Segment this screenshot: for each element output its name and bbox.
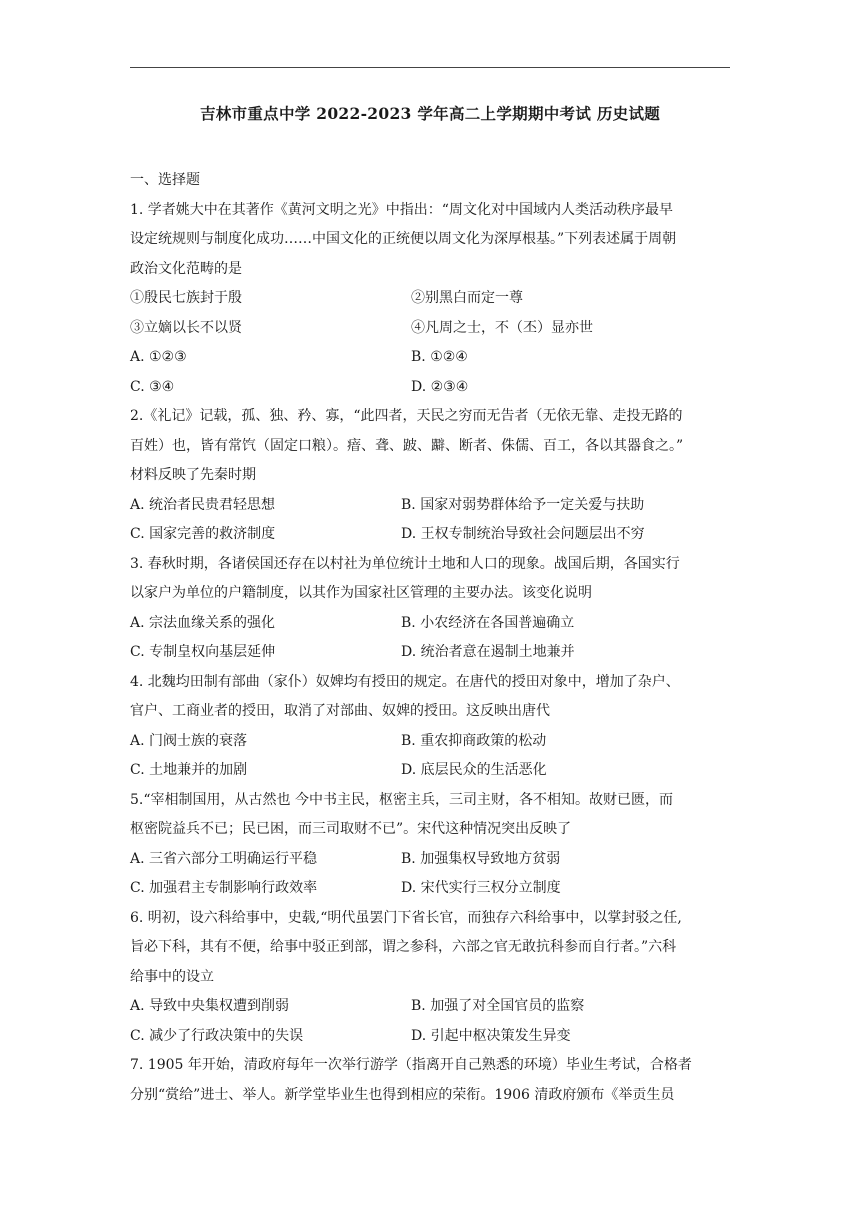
option-row [130, 373, 732, 403]
question-text-line: 百姓）也，皆有常饩（固定口粮）。瘖、聋、跛、躃、断者、侏儒、百工，各以其器食之。” [130, 437, 684, 454]
option-row [130, 874, 732, 904]
option-row [130, 638, 732, 668]
option-a[interactable]: A. 宗法血缘关系的强化 [130, 614, 276, 631]
option-c[interactable]: C. 土地兼并的加剧 [130, 762, 248, 778]
statement-item: ①殷民七族封于殷 [130, 290, 242, 306]
question-6 [130, 904, 732, 1052]
option-d[interactable]: D. 引起中枢决策发生异变 [411, 1027, 571, 1044]
option-a[interactable]: A. 三省六部分工明确运行平稳 [130, 850, 318, 867]
question-7 [130, 1051, 732, 1110]
option-d[interactable]: D. 统治者意在遏制土地兼并 [401, 644, 575, 660]
question-2 [130, 402, 732, 550]
option-c[interactable]: C. 专制皇权向基层延伸 [130, 644, 276, 660]
option-d[interactable]: D. ②③④ [411, 378, 469, 395]
option-row [130, 1022, 732, 1052]
option-c[interactable]: C. 国家完善的救济制度 [130, 526, 276, 542]
option-row [130, 491, 732, 521]
question-4 [130, 668, 732, 786]
question-list [130, 166, 732, 1110]
option-row [130, 343, 732, 373]
question-text-line: 材料反映了先秦时期 [130, 467, 256, 483]
question-text-line: 1. 学者姚大中在其著作《黄河文明之光》中指出：“周文化对中国域内人类活动秩序最早 [130, 201, 673, 218]
question-text-line: 给事中的设立 [130, 968, 214, 985]
page-title: 吉林市重点中学 2022-2023 学年高二上学期期中考试 历史试题 [199, 104, 661, 123]
option-c[interactable]: C. 加强君主专制影响行政效率 [130, 880, 318, 896]
question-text-line: 政治文化范畴的是 [130, 260, 242, 277]
option-row [130, 845, 732, 875]
option-a[interactable]: A. ①②③ [130, 349, 187, 365]
question-5 [130, 786, 732, 904]
option-row [130, 756, 732, 786]
option-b[interactable]: B. 加强集权导致地方贫弱 [401, 850, 561, 867]
option-b[interactable]: B. 加强了对全国官员的监察 [411, 998, 585, 1014]
option-row [130, 727, 732, 757]
question-text-line: 枢密院益兵不已；民已困，而三司取财不已”。宋代这种情况突出反映了 [130, 821, 572, 837]
question-text-line: 3. 春秋时期，各诸侯国还存在以村社为单位统计土地和人口的现象。战国后期，各国实行 [130, 555, 680, 572]
statement-row [130, 314, 732, 344]
question-text-line: 旨必下科，其有不便，给事中驳正到部，谓之参科，六部之官无敢抗科参而自行者。”六科 [130, 939, 677, 955]
option-b[interactable]: B. ①②④ [411, 349, 468, 365]
question-text-line: 4. 北魏均田制有部曲（家仆）奴婢均有授田的规定。在唐代的授田对象中，增加了杂户、 [130, 673, 680, 690]
section-heading: 一、选择题 [130, 172, 200, 188]
option-row [130, 609, 732, 639]
option-d[interactable]: D. 王权专制统治导致社会问题层出不穷 [401, 526, 645, 542]
question-text-line: 7. 1905 年开始，清政府每年一次举行游学（指离开自己熟悉的环境）毕业生考试，合格者 [130, 1057, 692, 1073]
option-row [130, 992, 732, 1022]
question-text-line: 设定统规则与制度化成功……中国文化的正统便以周文化为深厚根基。”下列表述属于周朝 [130, 231, 677, 247]
option-d[interactable]: D. 宋代实行三权分立制度 [401, 880, 561, 896]
statement-item: ③立嫡以长不以贤 [130, 319, 242, 336]
question-text-line: 以家户为单位的户籍制度，以其作为国家社区管理的主要办法。该变化说明 [130, 585, 592, 601]
statement-item: ②别黑白而定一尊 [411, 290, 523, 306]
question-3 [130, 550, 732, 668]
statement-item: ④凡周之士，不（丕）显亦世 [411, 319, 593, 336]
question-text-line: 分别“赏给”进士、举人。新学堂毕业生也得到相应的荣衔。1906 清政府颁布《举贡生员 [130, 1086, 675, 1103]
question-1 [130, 196, 732, 403]
option-b[interactable]: B. 国家对弱势群体给予一定关爱与扶助 [401, 496, 645, 513]
option-row [130, 520, 732, 550]
question-text-line: 6. 明初，设六科给事中，史载,“明代虽罢门下省长官，而独存六科给事中，以掌封驳之任, [130, 909, 682, 926]
statement-row [130, 284, 732, 314]
option-b[interactable]: B. 重农抑商政策的松动 [401, 732, 547, 749]
option-b[interactable]: B. 小农经济在各国普遍确立 [401, 614, 575, 631]
option-c[interactable]: C. ③④ [130, 378, 175, 395]
option-c[interactable]: C. 减少了行政决策中的失误 [130, 1027, 304, 1044]
option-a[interactable]: A. 统治者民贵君轻思想 [130, 496, 276, 513]
option-a[interactable]: A. 导致中央集权遭到削弱 [130, 998, 290, 1014]
header-rule [130, 67, 730, 68]
option-d[interactable]: D. 底层民众的生活恶化 [401, 762, 547, 778]
question-text-line: 5.“宰相制国用，从古然也 今中书主民，枢密主兵，三司主财，各不相知。故财已匮，而 [130, 791, 673, 808]
question-text-line: 官户、工商业者的授田，取消了对部曲、奴婢的授田。这反映出唐代 [130, 703, 550, 719]
question-text-line: 2.《礼记》记载，孤、独、矜、寡，“此四者，天民之穷而无告者（无依无靠、走投无路的 [130, 408, 683, 424]
option-a[interactable]: A. 门阀士族的衰落 [130, 732, 248, 749]
